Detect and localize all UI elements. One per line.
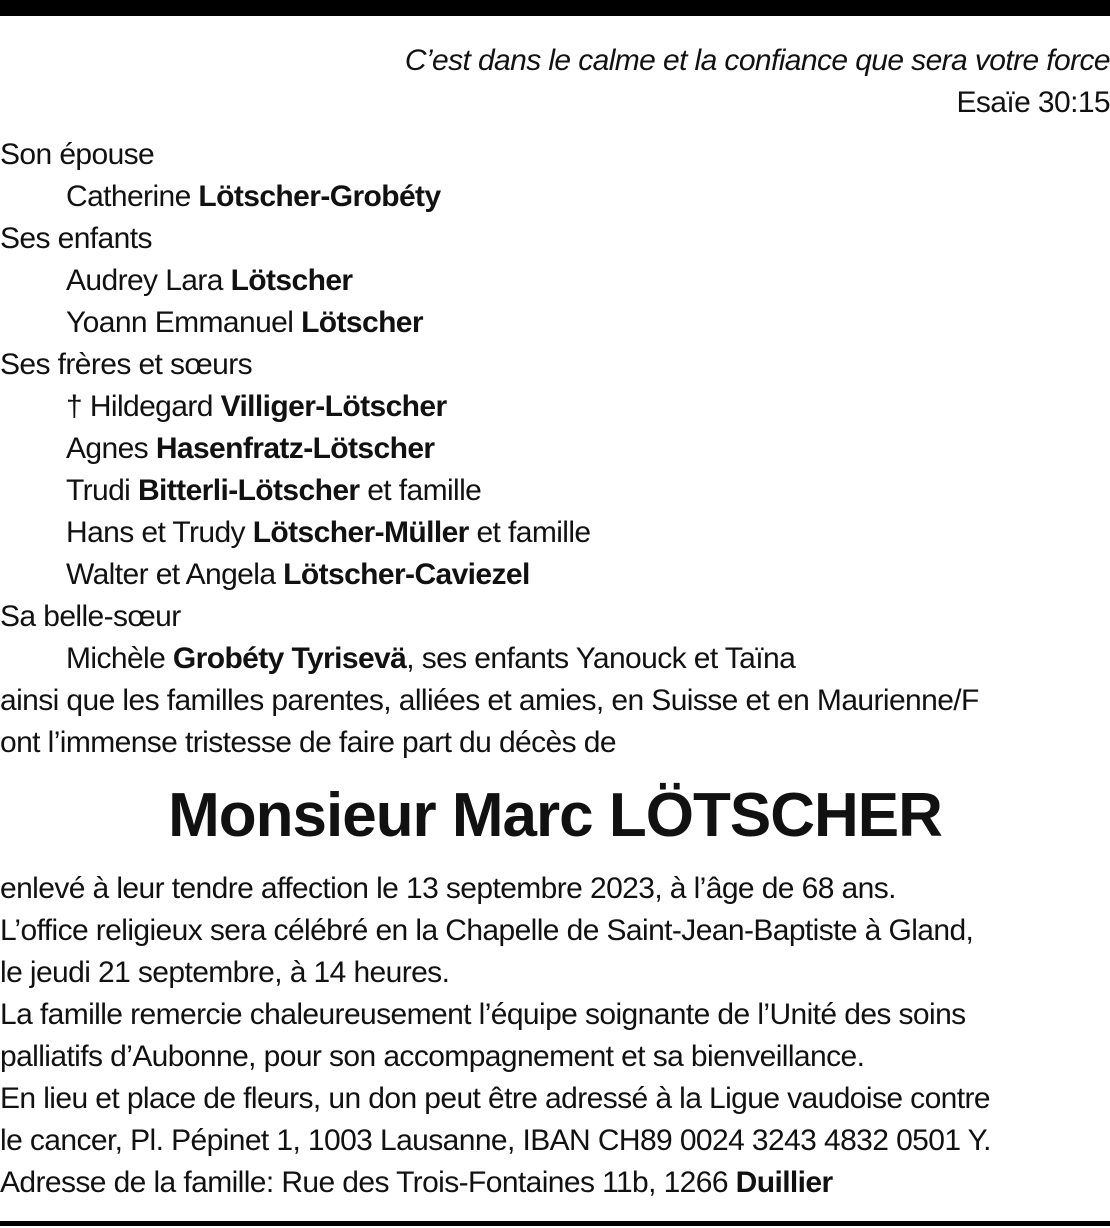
member-given-name: Catherine [66,180,199,213]
detail-line: La famille remercie chaleureusement l’équipe soignante de l’Unité des soins [0,998,966,1031]
member-given-name: Michèle [66,642,173,675]
detail-line: le cancer, Pl. Pépinet 1, 1003 Lausanne, IBAN CH89 0024 3243 4832 0501 Y. [0,1124,991,1157]
detail-line: palliatifs d’Aubonne, pour son accompagnement et sa bienveillance. [0,1040,865,1073]
family-member [0,512,1110,554]
detail-line: L’office religieux sera célébré en la Chapelle de Saint-Jean-Baptiste à Gland, [0,914,974,947]
member-surname: Grobéty Tyrisevä [172,642,407,675]
member-surname: Bitterli-Lötscher [137,474,360,507]
family-heading-children: Ses enfants [0,222,152,255]
bible-reference: Esaïe 30:15 [956,86,1110,119]
member-given-name: † Hildegard [66,390,221,423]
member-suffix: , ses enfants Yanouck et Taïna [406,642,796,675]
announcement-line: ont l’immense tristesse de faire part du décès de [0,726,616,759]
obituary-notice [0,40,1110,1204]
member-surname: Lötscher [301,306,423,339]
member-surname: Villiger-Lötscher [220,390,447,423]
family-member [0,470,1110,512]
member-suffix: et famille [468,516,591,549]
family-heading-sister-in-law: Sa belle-sœur [0,600,181,633]
bible-quote: C’est dans le calme et la confiance que sera votre force [404,44,1110,77]
member-surname: Lötscher-Müller [252,516,469,549]
announcement-line: ainsi que les familles parentes, alliées et amies, en Suisse et en Maurienne/F [0,684,979,717]
spacer [0,124,1110,134]
family-heading-siblings: Ses frères et sœurs [0,348,252,381]
member-suffix: et famille [359,474,482,507]
member-surname: Lötscher-Caviezel [283,558,530,591]
top-rule [0,0,1110,16]
member-surname: Hasenfratz-Lötscher [155,432,435,465]
family-member [0,428,1110,470]
member-given-name: Hans et Trudy [66,516,253,549]
address-text: Adresse de la famille: Rue des Trois-Fontaines 11b, 1266 [0,1166,736,1199]
family-member [0,386,1110,428]
family-member [0,260,1110,302]
member-surname: Lötscher [230,264,353,297]
detail-line: En lieu et place de fleurs, un don peut être adressé à la Ligue vaudoise contre [0,1082,990,1115]
member-given-name: Audrey Lara [66,264,231,297]
family-member [0,554,1110,596]
deceased-name: Monsieur Marc LÖTSCHER [168,781,942,850]
member-given-name: Yoann Emmanuel [66,306,302,339]
family-member [0,638,1110,680]
detail-line: enlevé à leur tendre affection le 13 septembre 2023, à l’âge de 68 ans. [0,872,896,905]
detail-line: le jeudi 21 septembre, à 14 heures. [0,956,450,989]
family-address [0,1162,1110,1204]
member-surname: Lötscher-Grobéty [198,180,441,213]
family-member [0,176,1110,218]
bottom-rule [0,1221,1110,1226]
member-given-name: Trudi [66,474,138,507]
address-locality: Duillier [735,1166,833,1199]
member-given-name: Walter et Angela [66,558,284,591]
family-heading-spouse: Son épouse [0,138,155,171]
family-member [0,302,1110,344]
member-given-name: Agnes [66,432,156,465]
